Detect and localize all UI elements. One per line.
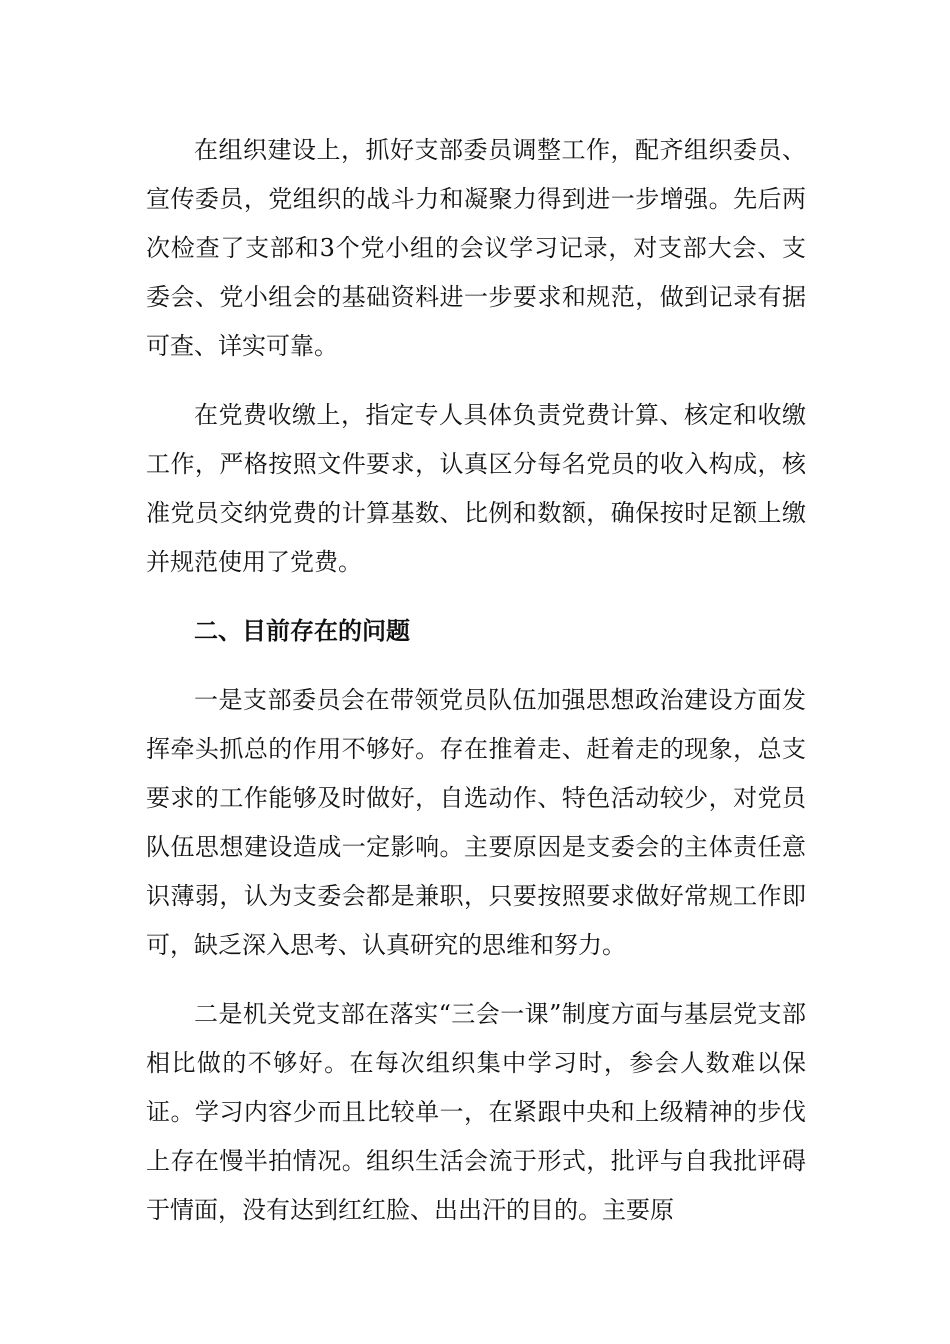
document-page — [146, 126, 806, 1255]
paragraph-organization-building: 在组织建设上，抓好支部委员调整工作，配齐组织委员、宣传委员，党组织的战斗力和凝聚力得到进一步增强。先后两次检查了支部和3个党小组的会议学习记录，对支部大会、支委会、党小组会的基础资料进一步要求和规范，做到记录有据可查、详实可靠。 — [146, 136, 806, 360]
section-heading-problems: 二、目前存在的问题 — [194, 617, 410, 645]
paragraph-problem-two: 二是机关党支部在落实“三会一课”制度方面与基层党支部相比做的不够好。在每次组织集中学习时，参会人数难以保证。学习内容少而且比较单一，在紧跟中央和上级精神的步伐上存在慢半拍情况。组织生活会流于形式，批评与自我批评碍于情面，没有达到红红脸、出出汗的目的。主要原 — [146, 1000, 806, 1224]
paragraph-problem-one: 一是支部委员会在带领党员队伍加强思想政治建设方面发挥牵头抓总的作用不够好。存在推着走、赶着走的现象，总支要求的工作能够及时做好，自选动作、特色活动较少，对党员队伍思想建设造成一定影响。主要原因是支委会的主体责任意识薄弱，认为支委会都是兼职，只要按照要求做好常规工作即可，缺乏深入思考、认真研究的思维和努力。 — [146, 686, 806, 959]
paragraph-party-dues: 在党费收缴上，指定专人具体负责党费计算、核定和收缴工作，严格按照文件要求，认真区分每名党员的收入构成，核准党员交纳党费的计算基数、比例和数额，确保按时足额上缴并规范使用了党费。 — [146, 401, 806, 576]
